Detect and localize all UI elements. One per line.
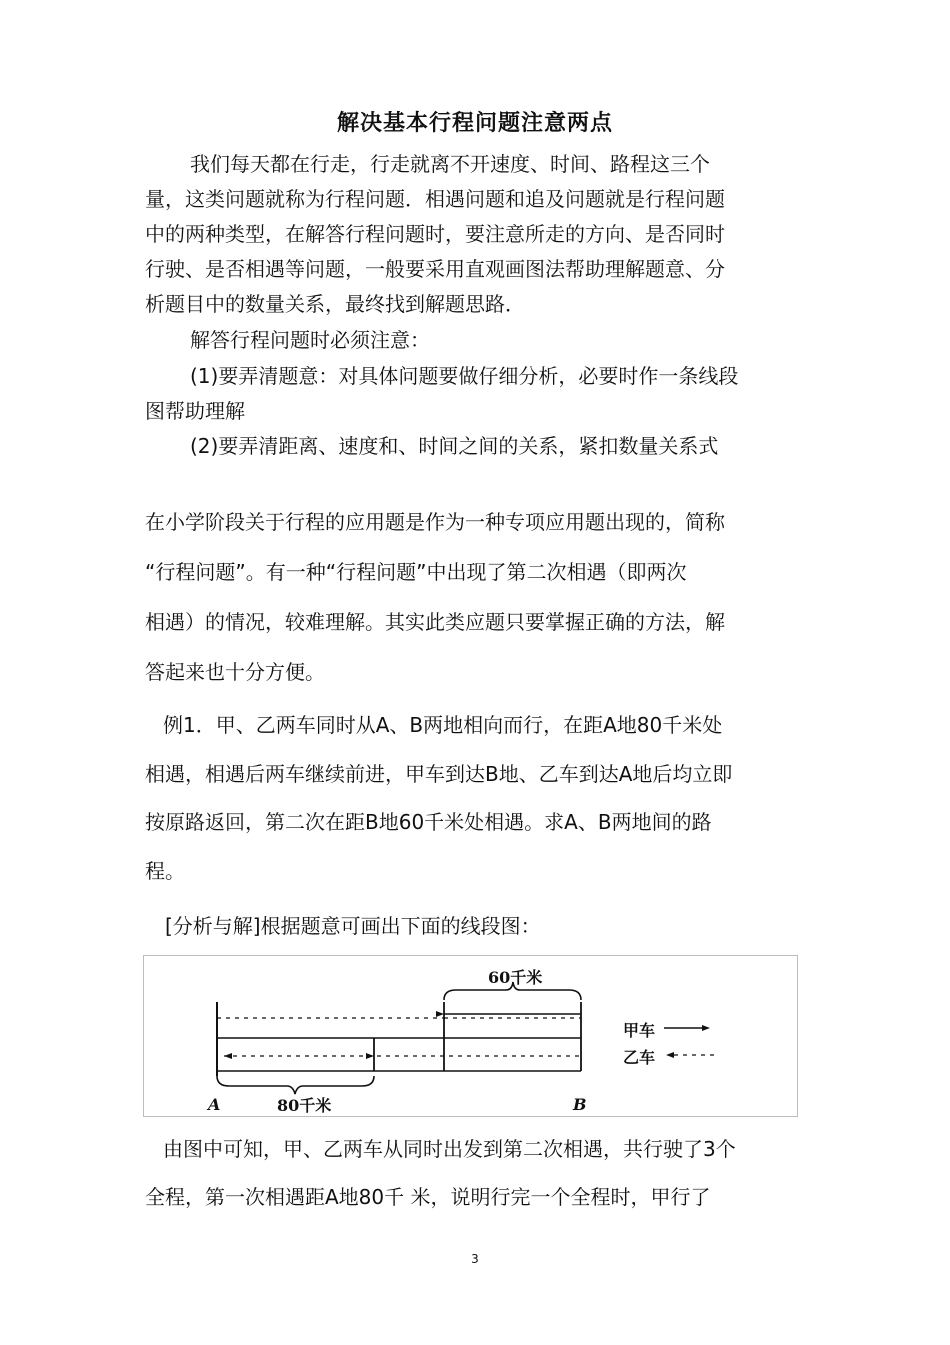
arrowhead-1	[436, 1011, 444, 1017]
example-line-2: 相遇，相遇后两车继续前进，甲车到达B地、乙车到达A地后均立即	[145, 762, 733, 786]
diagram-svg	[144, 956, 797, 1116]
arrowhead-2	[366, 1053, 374, 1059]
label-80km: 80千米	[277, 1096, 332, 1115]
point-1-line-2: 图帮助理解	[145, 399, 245, 423]
point-2: (2)要弄清距离、速度和、时间之间的关系，紧扣数量关系式	[190, 434, 719, 458]
conclusion-line-1: 由图中可知，甲、乙两车从同时出发到第二次相遇，共行驶了3个	[163, 1137, 736, 1161]
para2-line-1: 在小学阶段关于行程的应用题是作为一种专项应用题出现的，简称	[145, 510, 725, 534]
brace-80km	[217, 1076, 374, 1094]
example-line-3: 按原路返回，第二次在距B地60千米处相遇。求A、B两地间的路	[145, 810, 712, 834]
intro-line-2: 量，这类问题就称为行程问题．相遇问题和追及问题就是行程问题	[145, 187, 725, 211]
intro-line-3: 中的两种类型，在解答行程问题时，要注意所走的方向、是否同时	[145, 222, 725, 246]
intro-line-4: 行驶、是否相遇等问题，一般要采用直观画图法帮助理解题意、分	[145, 257, 725, 281]
label-point-a: A	[208, 1095, 221, 1114]
para2-line-4: 答起来也十分方便。	[145, 660, 325, 684]
para2-line-3: 相遇）的情况，较难理解。其实此类应题只要掌握正确的方法，解	[145, 610, 725, 634]
intro-line-5: 析题目中的数量关系，最终找到解题思路．	[145, 292, 525, 316]
para2-line-2: “行程问题”。有一种“行程问题”中出现了第二次相遇（即两次	[145, 560, 687, 584]
example-line-4: 程。	[145, 859, 185, 883]
label-60km: 60千米	[488, 968, 543, 987]
line-segment-diagram	[143, 955, 798, 1117]
example-line-1: 例1．甲、乙两车同时从A、B两地相向而行，在距A地80千米处	[163, 713, 723, 737]
label-point-b: B	[573, 1095, 587, 1114]
analysis-intro: [分析与解]根据题意可画出下面的线段图：	[165, 914, 541, 938]
page-title: 解决基本行程问题注意两点	[336, 111, 613, 136]
legend-yi-label: 乙车	[623, 1048, 656, 1067]
legend-jia-arrow	[702, 1025, 710, 1031]
notice-heading: 解答行程问题时必须注意：	[190, 328, 430, 352]
legend-yi-arrow	[666, 1052, 674, 1058]
point-1-line-1: (1)要弄清题意：对具体问题要做仔细分析，必要时作一条线段	[190, 364, 739, 388]
conclusion-line-2: 全程，第一次相遇距A地80千 米，说明行完一个全程时，甲行了	[145, 1185, 711, 1209]
legend-jia-label: 甲车	[623, 1021, 656, 1040]
intro-line-1: 我们每天都在行走，行走就离不开速度、时间、路程这三个	[190, 152, 710, 176]
arrowhead-3	[224, 1053, 232, 1059]
page-number: 3	[471, 1252, 479, 1266]
